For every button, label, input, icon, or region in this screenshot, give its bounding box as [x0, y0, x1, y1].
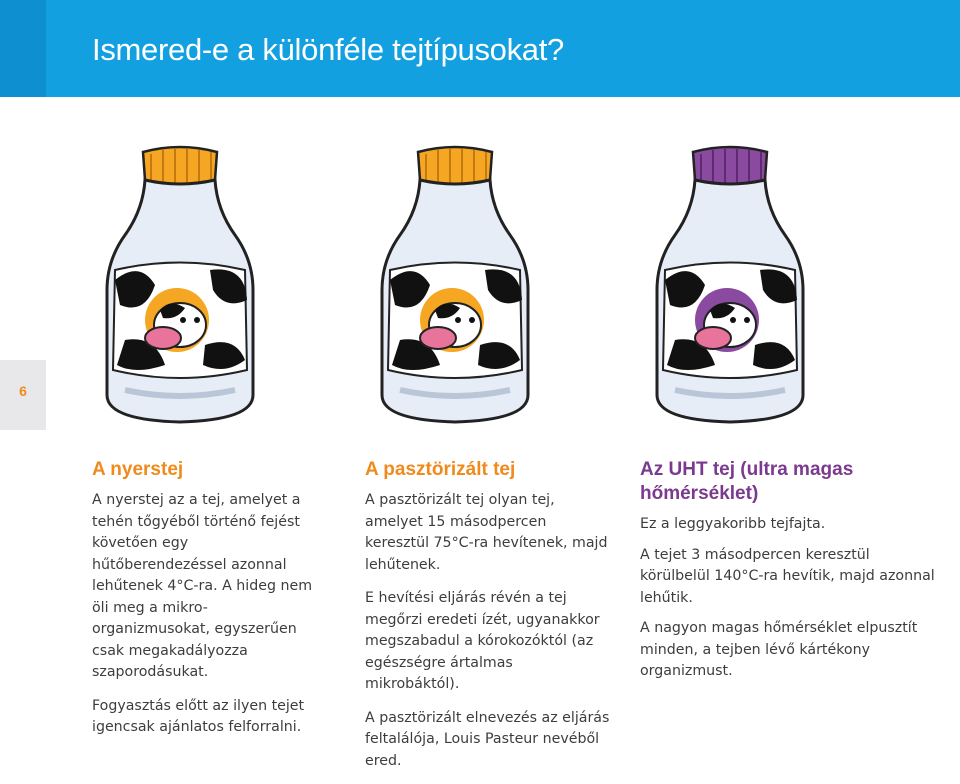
column-raw-milk [92, 458, 324, 751]
column-heading: A nyerstej [92, 459, 184, 480]
header-left-strip [0, 0, 46, 97]
column-paragraph: E hevítési eljárás révén a tej megőrzi eredeti ízét, ugyanakkor megszabadul a kórokozóktól (az egészségre ártalmas mikrobáktól). [365, 590, 600, 692]
bottle-cap-purple [693, 147, 767, 185]
column-paragraph: A pasztörizált elnevezés az eljárás feltalálója, Louis Pasteur nevéből ered. [365, 709, 610, 769]
column-heading: Az UHT tej (ultra magas hőmérséklet) [640, 459, 854, 504]
column-paragraph: Fogyasztás előtt az ilyen tejet igencsak ajánlatos felforralni. [92, 697, 305, 735]
column-pasteurized-milk [365, 458, 610, 784]
milk-bottle-icon [360, 140, 550, 430]
column-paragraph: Ez a leggyakoribb tejfajta. [640, 516, 826, 532]
milk-bottle-icon [635, 140, 825, 430]
header-bar [0, 0, 960, 97]
bottle-cap-orange [418, 147, 492, 185]
column-heading: A pasztörizált tej [365, 459, 516, 480]
page-number: 6 [19, 383, 27, 399]
bottle-cap-orange [143, 147, 217, 185]
milk-bottle-icon [85, 140, 275, 430]
column-paragraph: A nagyon magas hőmérséklet elpusztít minden, a tejben lévő kártékony organizmust. [640, 620, 918, 679]
column-uht-milk [640, 458, 940, 692]
column-paragraph: A nyerstej az a tej, amelyet a tehén tőgyéből történő fejést követően egy hűtőberendezéssel azonnal lehűtenek 4°C-ra. A hideg nem öli meg a mikro-organizmusokat, egyszerűen csak megakadályozza szaporodásukat. [92, 492, 313, 680]
column-paragraph: A pasztörizált tej olyan tej, amelyet 15 másodpercen keresztül 75°C-ra hevítenek, majd lehűtenek. [365, 492, 608, 573]
page-title: Ismered-e a különféle tejtípusokat? [92, 32, 564, 67]
column-paragraph: A tejet 3 másodpercen keresztül körülbelül 140°C-ra hevítik, majd azonnal lehűtik. [640, 546, 935, 606]
